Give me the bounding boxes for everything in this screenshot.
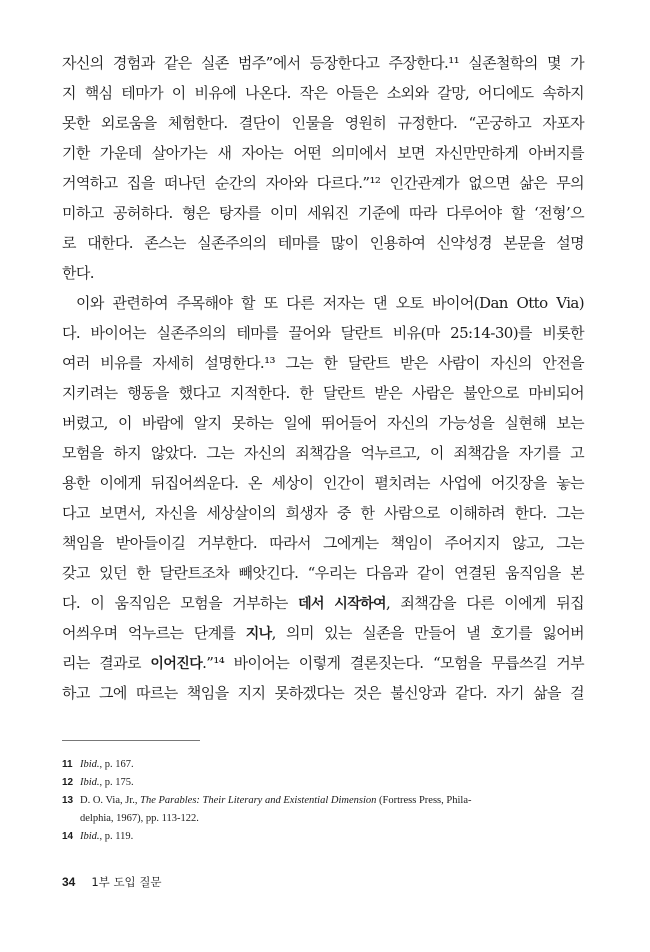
footnote-text [80, 756, 584, 774]
text-line: 책임을 받아들이길 거부한다. 따라서 그에게는 책임이 주어지지 않고, 그는 [62, 534, 584, 552]
page-number: 34 [62, 875, 76, 889]
text-line: 다고 보면서, 자신을 세상살이의 희생자 중 한 사람으로 이해하려 한다. 그는 [62, 504, 584, 522]
text-segment: 리는 결과로 [62, 654, 151, 672]
text-line: 용한 이에게 뒤집어씌운다. 온 세상이 인간이 펼치려는 사업에 어깃장을 놓는 [62, 474, 584, 492]
footnote-italic: The Parables: Their Literary and Existential Dimension [140, 795, 377, 806]
footnote [62, 774, 584, 792]
page-footer [62, 874, 162, 890]
footnote-italic: Ibid. [80, 777, 100, 788]
text-line: 버렸고, 이 바람에 알지 못하는 일에 뛰어들어 자신의 가능성을 실현해 보는 [62, 414, 584, 432]
footnote-text [80, 828, 584, 846]
text-line: 자신의 경험과 같은 실존 범주”에서 등장한다고 주장한다.¹¹ 실존철학의 몇 가 [62, 54, 584, 72]
body-text [62, 48, 584, 708]
footnote-rest: (Fortress Press, Phila- [376, 795, 472, 806]
footnote [62, 792, 584, 810]
text-line: 갖고 있던 한 달란트조차 빼앗긴다. “우리는 다음과 같이 연결된 움직임을 본 [62, 564, 584, 582]
text-line: 하고 그에 따르는 책임을 지지 못하겠다는 것은 불신앙과 같다. 자기 삶을 걸 [62, 684, 584, 702]
text-line: 기한 가운데 살아가는 새 자아는 어떤 의미에서 보면 자신만만하게 아버지를 [62, 144, 584, 162]
text-line: 미하고 공허하다. 형은 탕자를 이미 세워진 기준에 따라 다루어야 할 ‘전형’으 [62, 204, 584, 222]
footnote-number: 14 [62, 831, 74, 842]
emphasis-text: 이어진다 [150, 656, 203, 672]
text-line [62, 588, 584, 618]
footnote-italic: Ibid. [80, 831, 100, 842]
running-title: 1부 도입 질문 [91, 875, 162, 889]
text-line [62, 618, 584, 648]
text-line [62, 648, 584, 678]
text-line: 지키려는 행동을 했다고 지적한다. 한 달란트 받은 사람은 불안으로 마비되어 [62, 384, 584, 402]
text-line: 모험을 하지 않았다. 그는 자신의 죄책감을 억누르고, 이 죄책감을 자기를 고 [62, 444, 584, 462]
text-line: 못한 외로움을 체험한다. 결단이 인물을 영원히 규정한다. “곤궁하고 자포자 [62, 114, 584, 132]
footnote-italic: Ibid. [80, 759, 100, 770]
emphasis-text: 지나 [245, 626, 272, 642]
footnote-number: 13 [62, 795, 74, 806]
text-line: 한다. [62, 264, 94, 282]
footnote-author: D. O. Via, Jr., [80, 795, 141, 806]
text-segment: 어씌우며 억누르는 단계를 [62, 624, 246, 642]
emphasis-text: 데서 시작하여 [298, 596, 386, 612]
footnotes [62, 756, 584, 846]
text-segment: , 의미 있는 실존을 만들어 낼 호기를 잃어버 [271, 624, 585, 642]
footnote [62, 828, 584, 846]
text-segment: , 죄책감을 다른 이에게 뒤집 [385, 594, 584, 612]
footnote-text [80, 792, 584, 810]
footnote-number: 11 [62, 759, 73, 770]
footnote-text [80, 774, 584, 792]
text-segment: .”¹⁴ 바이어는 이렇게 결론짓는다. “모험을 무릅쓰길 거부 [202, 654, 584, 672]
text-line: 로 대한다. 존스는 실존주의의 테마를 많이 인용하여 신약성경 본문을 설명 [62, 234, 584, 252]
footnote-divider [62, 740, 200, 741]
text-line: 다. 바이어는 실존주의의 테마를 끌어와 달란트 비유(마 25:14-30)를 비롯한 [62, 324, 584, 342]
footnote [62, 756, 584, 774]
footnote-rest: , p. 119. [99, 831, 134, 842]
footnote-continuation: delphia, 1967), pp. 113-122. [80, 813, 199, 824]
text-line: 여러 비유를 자세히 설명한다.¹³ 그는 한 달란트 받은 사람이 자신의 안전을 [62, 354, 584, 372]
paragraph-first-line: 이와 관련하여 주목해야 할 또 다른 저자는 댄 오토 바이어(Dan Otto Via) [76, 294, 584, 312]
text-line: 지 핵심 테마가 이 비유에 나온다. 작은 아들은 소외와 갈망, 어디에도 속하지 [62, 84, 584, 102]
footnote-rest: , p. 167. [99, 759, 134, 770]
text-line: 거역하고 집을 떠나던 순간의 자아와 다르다.”¹² 인간관계가 없으면 삶은 무의 [62, 174, 584, 192]
footnote-number: 12 [62, 777, 74, 788]
footnote-rest: , p. 175. [99, 777, 134, 788]
text-segment: 다. 이 움직임은 모험을 거부하는 [62, 594, 299, 612]
